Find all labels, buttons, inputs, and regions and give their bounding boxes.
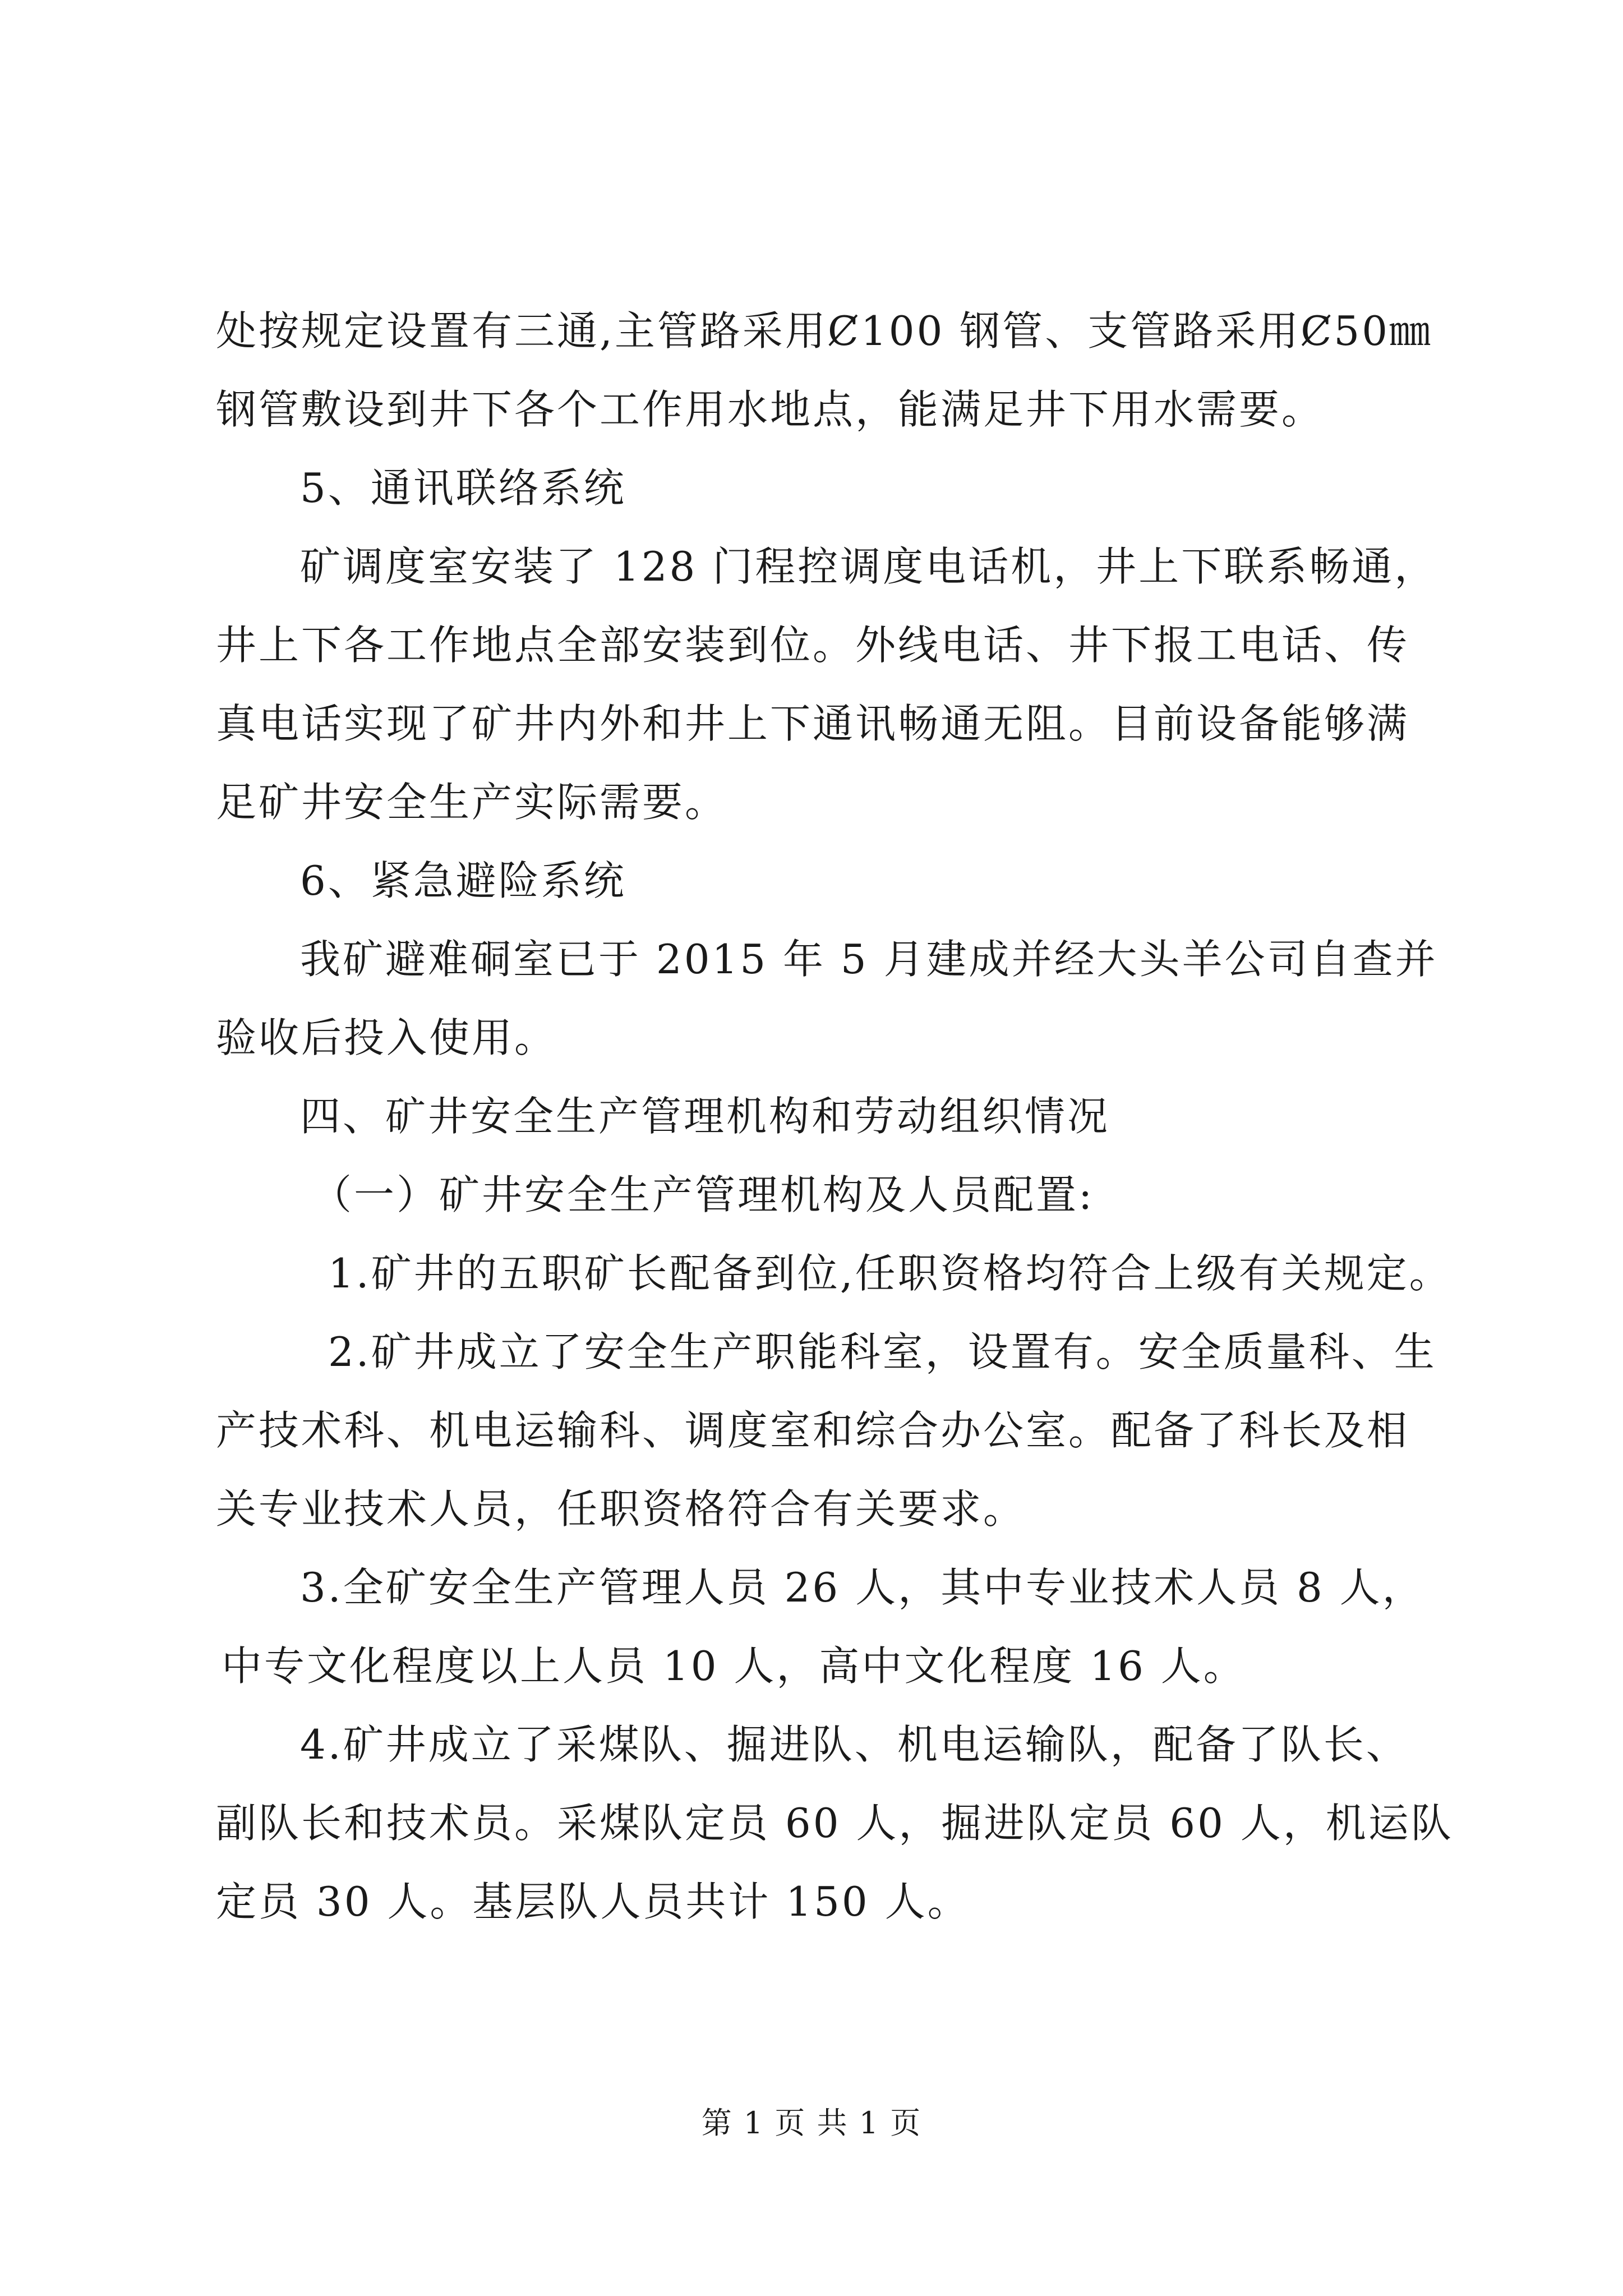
paragraph-line: 产技术科、机电运输科、调度室和综合办公室。配备了科长及相 [216,1407,1410,1454]
section-heading: 四、矿井安全生产管理机构和劳动组织情况 [300,1093,1110,1140]
paragraph-line: 我矿避难硐室已于 2015 年 5 月建成并经大头羊公司自查并 [300,936,1438,983]
section-heading: 6、紧急避险系统 [300,857,626,904]
paragraph-line: 处按规定设置有三通,主管路采用Ȼ100 钢管、支管路采用Ȼ50㎜ [216,307,1432,355]
paragraph-line: 2.矿井成立了安全生产职能科室，设置有。安全质量科、生 [328,1328,1437,1375]
paragraph-line: 矿调度室安装了 128 门程控调度电话机，井上下联系畅通， [300,543,1437,590]
paragraph-line: 关专业技术人员，任职资格符合有关要求。 [216,1485,1026,1533]
paragraph-line: 钢管敷设到井下各个工作用水地点，能满足井下用水需要。 [216,386,1325,433]
paragraph-line: 副队长和技术员。采煤队定员 60 人，掘进队定员 60 人，机运队 [216,1800,1454,1847]
paragraph-line: 真电话实现了矿井内外和井上下通讯畅通无阻。目前设备能够满 [216,700,1410,747]
document-body [216,292,1454,1941]
subsection-heading: （一）矿井安全生产管理机构及人员配置: [311,1171,1095,1218]
paragraph-line: 1.矿井的五职矿长配备到位,任职资格均符合上级有关规定。 [328,1250,1452,1297]
paragraph-line: 中专文化程度以上人员 10 人，高中文化程度 16 人。 [222,1642,1246,1690]
section-heading: 5、通讯联络系统 [300,464,626,512]
page-footer: 第 1 页 共 1 页 [701,2105,922,2141]
paragraph-line: 4.矿井成立了采煤队、掘进队、机电运输队，配备了队长、 [300,1721,1409,1768]
paragraph-line: 3.全矿安全生产管理人员 26 人，其中专业技术人员 8 人， [300,1564,1425,1611]
paragraph-line: 验收后投入使用。 [216,1014,557,1061]
paragraph-line: 井上下各工作地点全部安装到位。外线电话、井下报工电话、传 [216,622,1410,669]
paragraph-line: 足矿井安全生产实际需要。 [216,779,728,826]
paragraph-line: 定员 30 人。基层队人员共计 150 人。 [216,1878,970,1925]
